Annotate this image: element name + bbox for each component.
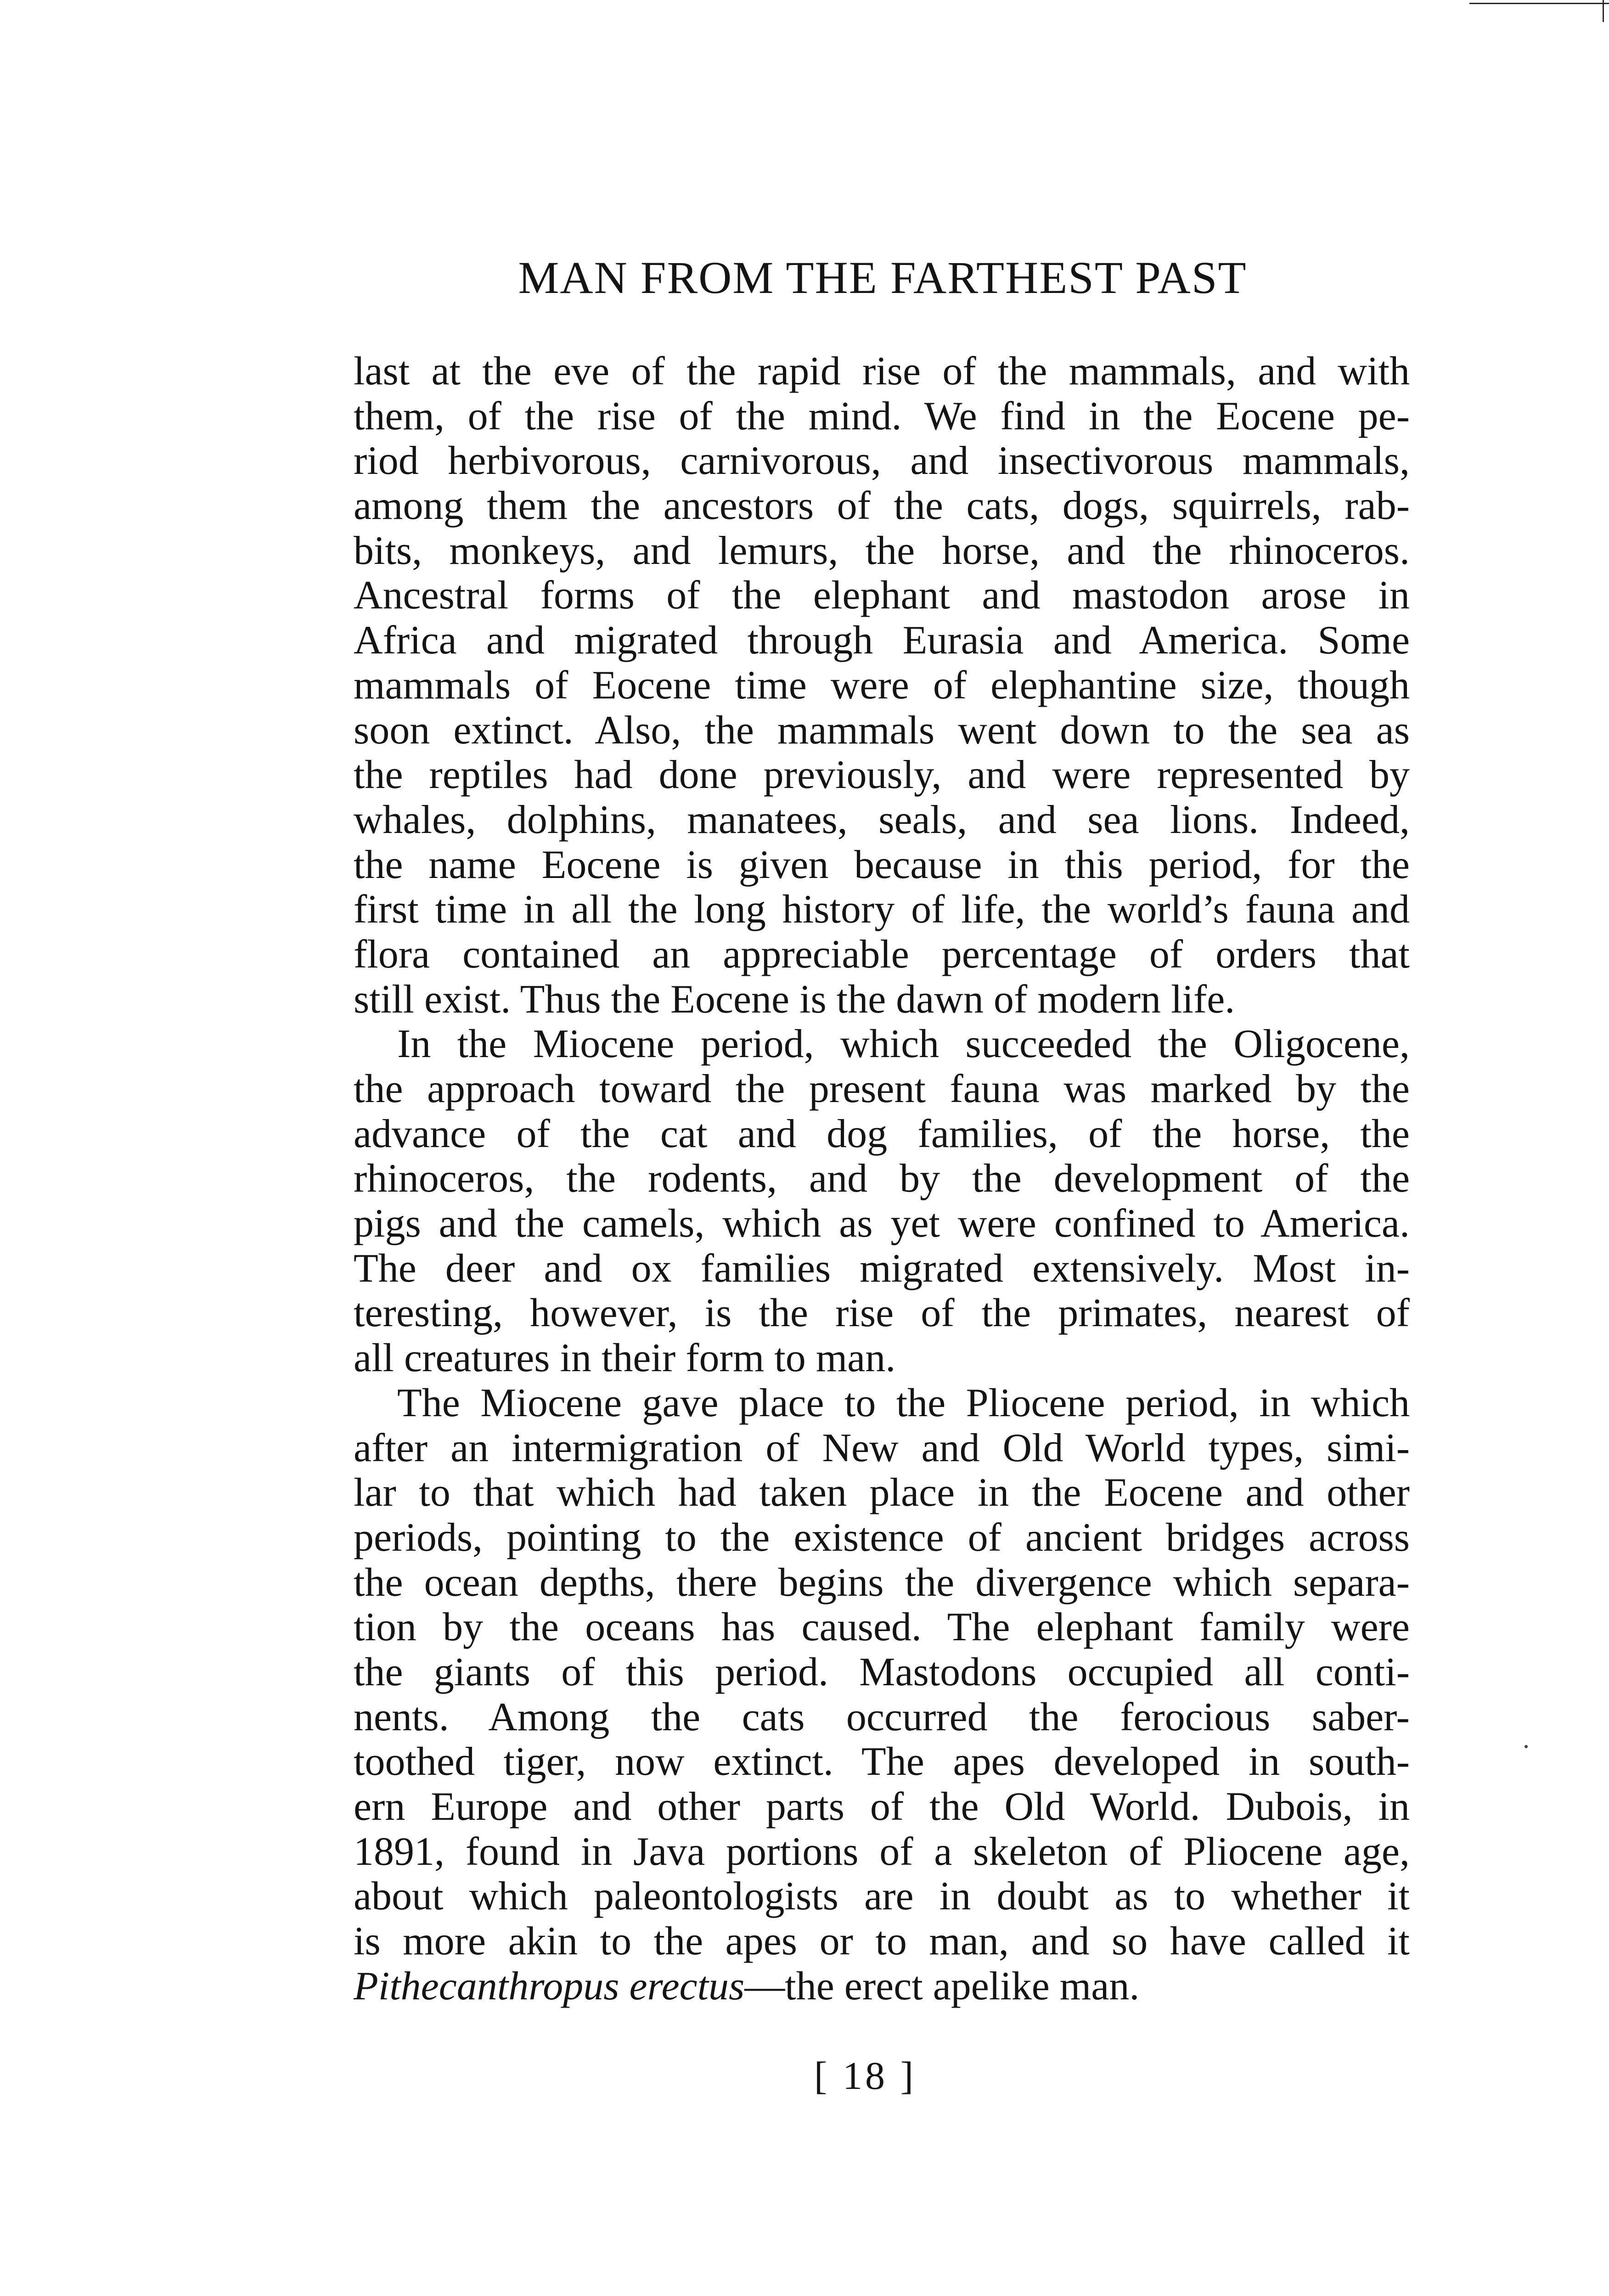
text-line: the reptiles had done previously, and were represented by bbox=[354, 753, 1410, 798]
species-gloss: —the erect apelike man. bbox=[744, 1964, 1140, 2009]
paragraph-first-line: The Miocene gave place to the Pliocene period, in which bbox=[397, 1380, 1410, 1425]
running-head: MAN FROM THE FARTHEST PAST bbox=[518, 252, 1247, 303]
text-line: the name Eocene is given because in this period, for the bbox=[354, 842, 1410, 887]
text-line: whales, dolphins, manatees, seals, and sea lions. Indeed, bbox=[354, 797, 1410, 842]
text-line: the ocean depths, there begins the divergence which separa- bbox=[354, 1560, 1410, 1605]
text-line: advance of the cat and dog families, of the horse, the bbox=[354, 1111, 1410, 1156]
text-line: 1891, found in Java portions of a skeleton of Pliocene age, bbox=[354, 1829, 1410, 1874]
page-edge-rule bbox=[1469, 3, 1609, 4]
text-line: ern Europe and other parts of the Old World. Dubois, in bbox=[354, 1784, 1410, 1829]
paragraph-first-line: In the Miocene period, which succeeded the Oligocene, bbox=[397, 1022, 1410, 1067]
text-line: after an intermigration of New and Old World types, simi- bbox=[354, 1425, 1410, 1470]
text-line: still exist. Thus the Eocene is the dawn of modern life. bbox=[354, 977, 1235, 1022]
text-line: bits, monkeys, and lemurs, the horse, and the rhinoceros. bbox=[354, 528, 1410, 573]
text-line: first time in all the long history of life, the world’s fauna and bbox=[354, 887, 1410, 932]
text-line: flora contained an appreciable percentage of orders that bbox=[354, 932, 1410, 977]
text-line: pigs and the camels, which as yet were confined to America. bbox=[354, 1201, 1410, 1246]
text-line: mammals of Eocene time were of elephantine size, though bbox=[354, 663, 1410, 708]
text-line: teresting, however, is the rise of the primates, nearest of bbox=[354, 1291, 1410, 1336]
text-line: rhinoceros, the rodents, and by the development of the bbox=[354, 1156, 1410, 1201]
text-line: Ancestral forms of the elephant and mastodon arose in bbox=[354, 573, 1410, 618]
print-speck bbox=[1525, 1745, 1528, 1748]
text-line: periods, pointing to the existence of ancient bridges across bbox=[354, 1515, 1410, 1560]
text-line: among them the ancestors of the cats, dogs, squirrels, rab- bbox=[354, 484, 1410, 529]
page-edge-tick bbox=[1603, 0, 1604, 22]
text-line: about which paleontologists are in doubt as to whether it bbox=[354, 1874, 1410, 1919]
text-line: tion by the oceans has caused. The elephant family were bbox=[354, 1605, 1410, 1650]
text-line: last at the eve of the rapid rise of the mammals, and with bbox=[354, 349, 1410, 394]
text-line: toothed tiger, now extinct. The apes developed in south- bbox=[354, 1739, 1410, 1784]
text-line: them, of the rise of the mind. We find in the Eocene pe- bbox=[354, 394, 1410, 439]
text-line: nents. Among the cats occurred the ferocious saber- bbox=[354, 1694, 1410, 1739]
text-line: the approach toward the present fauna was marked by the bbox=[354, 1067, 1410, 1111]
text-line: The deer and ox families migrated extensively. Most in- bbox=[354, 1246, 1410, 1291]
text-line: Africa and migrated through Eurasia and America. Some bbox=[354, 618, 1410, 663]
text-line: soon extinct. Also, the mammals went down to the sea as bbox=[354, 708, 1410, 753]
page-number: [ 18 ] bbox=[814, 2054, 917, 2098]
text-line: riod herbivorous, carnivorous, and insectivorous mammals, bbox=[354, 439, 1410, 484]
text-line: all creatures in their form to man. bbox=[354, 1336, 896, 1381]
species-name: Pithecanthropus erectus bbox=[354, 1964, 745, 2009]
text-line: lar to that which had taken place in the Eocene and other bbox=[354, 1470, 1410, 1515]
text-line: the giants of this period. Mastodons occupied all conti- bbox=[354, 1649, 1410, 1694]
text-line-final bbox=[354, 1964, 1410, 2009]
text-line: is more akin to the apes or to man, and so have called it bbox=[354, 1919, 1410, 1964]
body-text bbox=[354, 349, 1410, 2009]
